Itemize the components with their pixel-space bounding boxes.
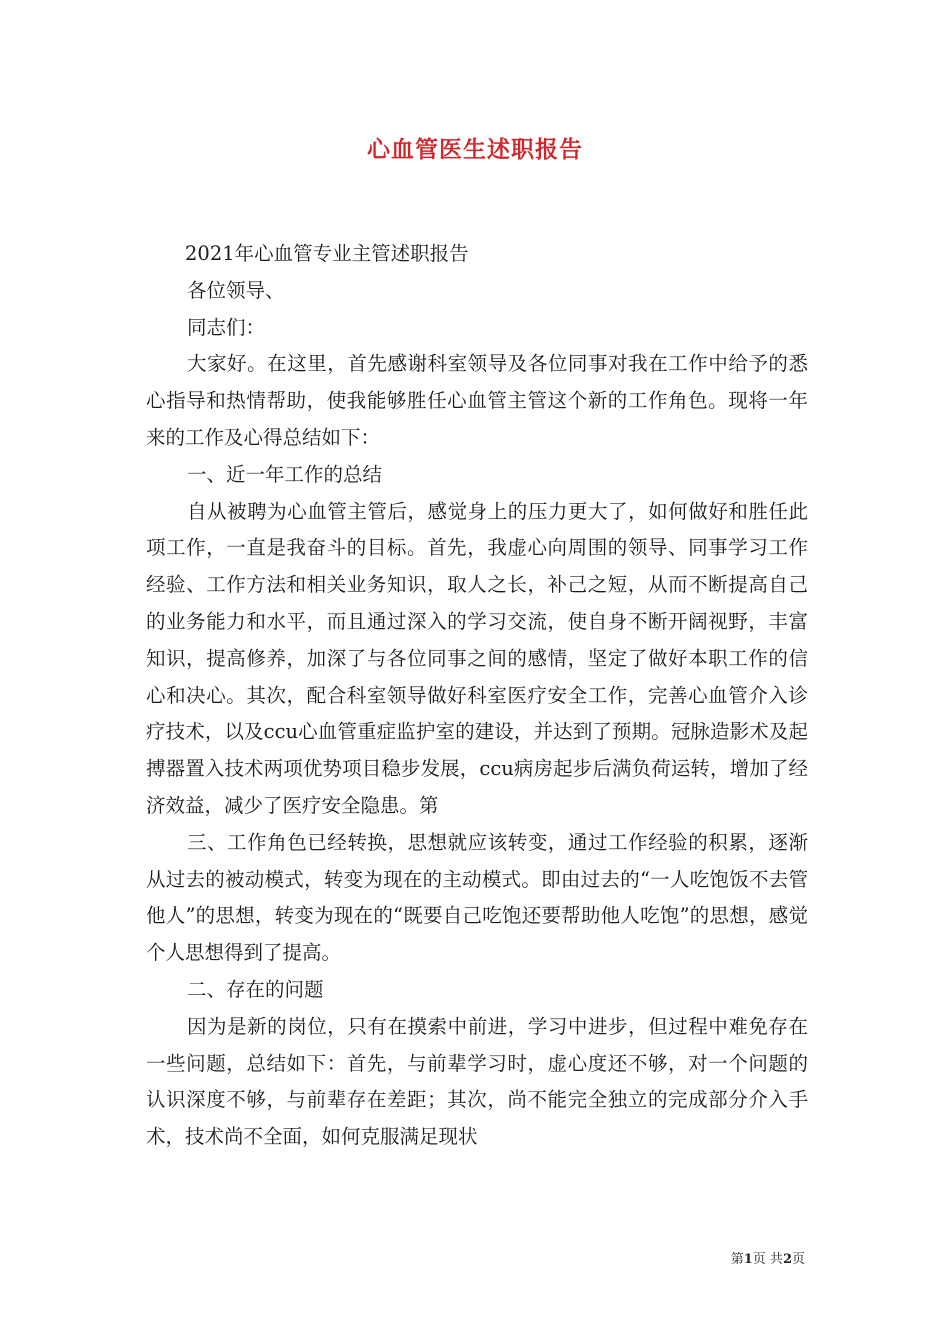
salutation-leaders: 各位领导、 [186,278,285,302]
footer-total-pages: 2 [782,1252,792,1267]
footer-prefix: 第 [730,1252,744,1267]
paragraph-role-change: 三、工作角色已经转换，思想就应该转变，通过工作经验的积累，逐渐从过去的被动模式，转变为现在的主动模式。即由过去的“一人吃饱饭不去管他人”的思想，转变为现在的“既要自己吃饱还要帮助他人吃饱”的思想，感觉个人思想得到了提高。 [146,830,808,965]
footer-suffix: 页 [791,1252,805,1267]
footer-current-page: 1 [743,1252,753,1267]
paragraph-work-summary: 自从被聘为心血管主管后，感觉身上的压力更大了，如何做好和胜任此项工作，一直是我奋斗的目标。首先，我虚心向周围的领导、同事学习工作经验、工作方法和相关业务知识，取人之长，补己之短，从而不断提高自己的业务能力和水平，而且通过深入的学习交流，使自身不断开阔视野，丰富知识，提高修养，加深了与各位同事之间的感情，坚定了做好本职工作的信心和决心。其次，配合科室领导做好科室医疗安全工作，完善心血管介入诊疗技术，以及ccu心血管重症监护室的建设，并达到了预期。冠脉造影术及起搏器置入技术两项优势项目稳步发展，ccu病房起步后满负荷运转，增加了经济效益，减少了医疗安全隐患。第 [146,499,808,817]
paragraph-problems: 因为是新的岗位，只有在摸索中前进，学习中进步，但过程中难免存在一些问题，总结如下：首先，与前辈学习时，虚心度还不够，对一个问题的认识深度不够，与前辈存在差距；其次，尚不能完全独立的完成部分介入手术，技术尚不全面，如何克服满足现状 [146,1014,808,1149]
section-heading-summary: 一、近一年工作的总结 [186,462,382,486]
footer-middle: 页 共 [752,1252,783,1267]
document-title: 心血管医生述职报告 [367,136,583,163]
section-heading-problems: 二、存在的问题 [186,977,324,1001]
document-body [146,236,808,1156]
paragraph-greeting: 大家好。在这里，首先感谢科室领导及各位同事对我在工作中给予的悉心指导和热情帮助，使我能够胜任心血管主管这个新的工作角色。现将一年来的工作及心得总结如下： [146,352,808,449]
salutation-colleagues: 同志们： [186,315,265,339]
page-number-footer [731,1248,805,1267]
document-subtitle: 2021年心血管专业主管述职报告 [185,242,469,265]
